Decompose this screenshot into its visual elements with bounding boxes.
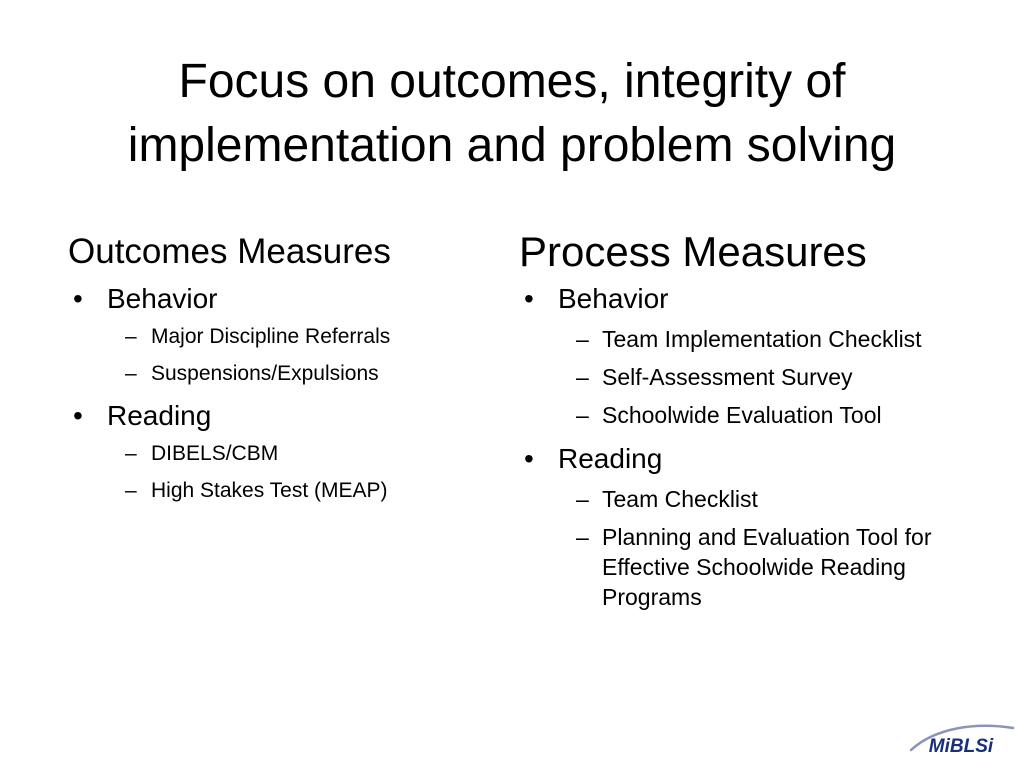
sub-item-label: Suspensions/Expulsions	[151, 362, 379, 385]
outcomes-measures-column	[68, 228, 488, 516]
dash-icon: –	[125, 325, 137, 348]
process-reading-subitems	[519, 484, 999, 612]
sub-item	[68, 361, 488, 387]
process-reading-bullet	[519, 442, 999, 476]
sub-item-label: DIBELS/CBM	[151, 442, 279, 465]
bullet-label: Reading	[107, 400, 212, 431]
process-behavior-bullet	[519, 282, 999, 316]
sub-item-label: Schoolwide Evaluation Tool	[602, 402, 882, 428]
bullet-dot-icon: •	[524, 443, 534, 474]
sub-item	[519, 324, 999, 354]
outcomes-reading-subitems	[68, 441, 488, 504]
sub-item	[68, 441, 488, 467]
sub-item-label: Team Implementation Checklist	[602, 326, 922, 352]
slide-title	[0, 50, 1024, 178]
dash-icon: –	[576, 486, 589, 512]
process-behavior-subitems	[519, 324, 999, 430]
sub-item	[519, 362, 999, 392]
outcomes-measures-heading: Outcomes Measures	[68, 232, 391, 271]
process-measures-heading: Process Measures	[519, 228, 867, 275]
bullet-label: Behavior	[558, 283, 669, 314]
outcomes-reading-bullet	[68, 399, 488, 433]
bullet-dot-icon: •	[524, 283, 534, 314]
sub-item-label: Self-Assessment Survey	[602, 364, 853, 390]
sub-item-label: Major Discipline Referrals	[151, 325, 391, 348]
dash-icon: –	[576, 402, 589, 428]
sub-item	[519, 400, 999, 430]
sub-item-label: High Stakes Test (MEAP)	[151, 479, 388, 502]
dash-icon: –	[576, 326, 589, 352]
sub-item	[68, 324, 488, 350]
process-measures-column	[519, 228, 999, 624]
bullet-dot-icon: •	[73, 400, 83, 431]
logo-text: MiBLSi	[928, 736, 994, 757]
dash-icon: –	[125, 479, 137, 502]
sub-item-label: Team Checklist	[602, 486, 758, 512]
dash-icon: –	[125, 362, 137, 385]
dash-icon: –	[125, 442, 137, 465]
bullet-label: Reading	[558, 443, 663, 474]
miblsi-logo	[905, 718, 1017, 762]
outcomes-behavior-subitems	[68, 324, 488, 387]
sub-item	[68, 478, 488, 504]
sub-item	[519, 522, 999, 612]
slide-title-line-2: implementation and problem solving	[127, 119, 897, 172]
slide-title-line-1: Focus on outcomes, integrity of	[178, 55, 846, 108]
dash-icon: –	[576, 364, 589, 390]
dash-icon: –	[576, 524, 589, 550]
outcomes-behavior-bullet	[68, 282, 488, 316]
bullet-label: Behavior	[107, 283, 218, 314]
sub-item-label: Planning and Evaluation Tool for Effective Schoolwide Reading Programs	[602, 524, 932, 610]
sub-item	[519, 484, 999, 514]
bullet-dot-icon: •	[73, 283, 83, 314]
